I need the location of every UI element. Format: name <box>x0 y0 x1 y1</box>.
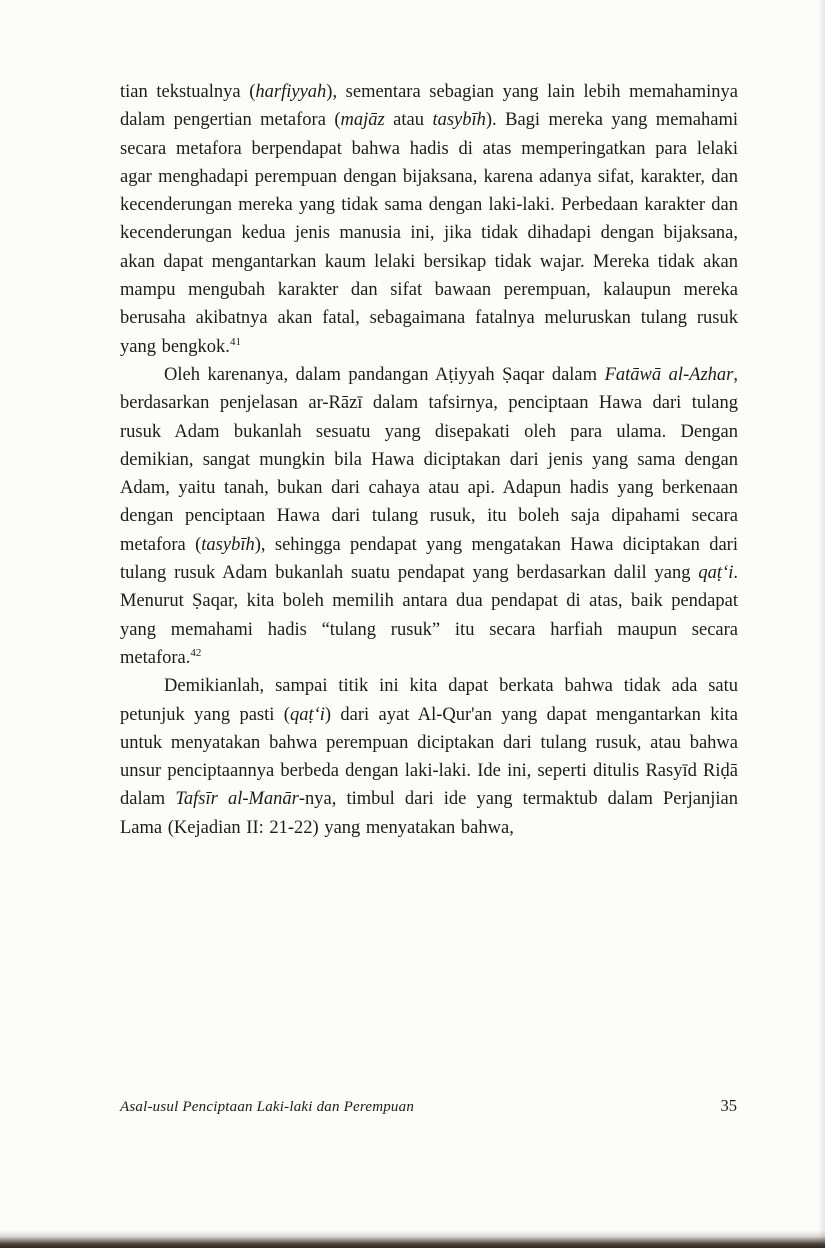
text-segment: ). Bagi mereka yang memahami secara metafora berpendapat bahwa hadis di atas memperingatkan para lelaki agar menghadapi perempuan dengan bijaksana, karena adanya sifat, karakter, dan kecenderungan mereka yang tidak sama dengan laki-laki. Perbedaan karakter dan kecenderungan kedua jenis manusia ini, jika tidak dihadapi dengan bijaksana, akan dapat mengantarkan kaum lelaki bersikap tidak wajar. Mereka tidak akan mampu mengubah karakter dan sifat bawaan perempuan, kalaupun mereka berusaha akibatnya akan fatal, sebagaimana fatalnya meluruskan tulang rusuk yang bengkok. <box>120 110 738 357</box>
paragraph <box>120 78 738 361</box>
text-segment: atau <box>384 110 433 131</box>
text-segment: ), sementara sebagian yang lain lebih memahaminya dalam pengertian metafora ( <box>120 82 739 131</box>
text-segment: Demikianlah, sampai titik ini kita dapat berkata bahwa tidak ada satu petunjuk yang pasti ( <box>120 676 738 725</box>
text-segment: tian tekstualnya ( <box>120 82 256 102</box>
running-footer-title: Asal-usul Penciptaan Laki-laki dan Perempuan <box>120 1099 415 1115</box>
text-segment: qaṭ‘i <box>698 563 734 584</box>
page-paragraphs <box>120 78 738 842</box>
text-segment: ), sehingga pendapat yang mengatakan Hawa diciptakan dari tulang rusuk Adam bukanlah suatu pendapat yang berdasarkan dalil yang <box>120 534 738 584</box>
text-segment: -nya, timbul dari ide yang termaktub dalam Perjanjian Lama (Kejadian II: 21-22) yang menyatakan bahwa, <box>120 789 739 838</box>
text-segment: harfiyyah <box>255 82 327 102</box>
text-segment: Tafsīr al-Manār <box>175 789 299 810</box>
running-footer <box>120 1096 737 1116</box>
footnote-ref: 41 <box>229 335 241 348</box>
paragraph <box>120 361 738 672</box>
page-number: 35 <box>720 1096 737 1115</box>
text-segment: tasybīh <box>201 534 255 555</box>
text-segment: tasybīh <box>432 110 486 131</box>
scan-shadow-right <box>818 0 825 1248</box>
text-segment: . Menurut Ṣaqar, kita boleh memilih antara dua pendapat di atas, baik pendapat yang memahami hadis “tulang rusuk” itu secara harfiah maupun secara metafora. <box>120 563 738 668</box>
text-segment: majāz <box>340 110 385 131</box>
text-segment: Oleh karenanya, dalam pandangan Aṭiyyah Ṣaqar dalam <box>164 364 605 385</box>
text-segment: , berdasarkan penjelasan ar-Rāzī dalam tafsirnya, penciptaan Hawa dari tulang rusuk Adam bukanlah sesuatu yang disepakati oleh para ulama. Dengan demikian, sangat mungkin bila Hawa diciptakan dari jenis yang sama dengan Adam, yaitu tanah, bukan dari cahaya atau api. Adapun hadis yang berkenaan dengan penciptaan Hawa dari tulang rusuk, itu boleh saja dipahami secara metafora ( <box>120 364 738 555</box>
text-segment: ) dari ayat Al-Qur'an yang dapat mengantarkan kita untuk menyatakan bahwa perempuan diciptakan dari tulang rusuk, atau bahwa unsur penciptaannya berbeda dengan laki-laki. Ide ini, seperti ditulis Rasyīd Riḍā dalam <box>120 704 738 810</box>
text-segment: Fatāwā al-Azhar <box>604 364 734 385</box>
footnote-ref: 42 <box>190 646 202 659</box>
text-segment: qaṭ‘i <box>289 704 325 725</box>
scan-shadow-bottom <box>0 1230 825 1248</box>
paragraph <box>120 672 738 842</box>
